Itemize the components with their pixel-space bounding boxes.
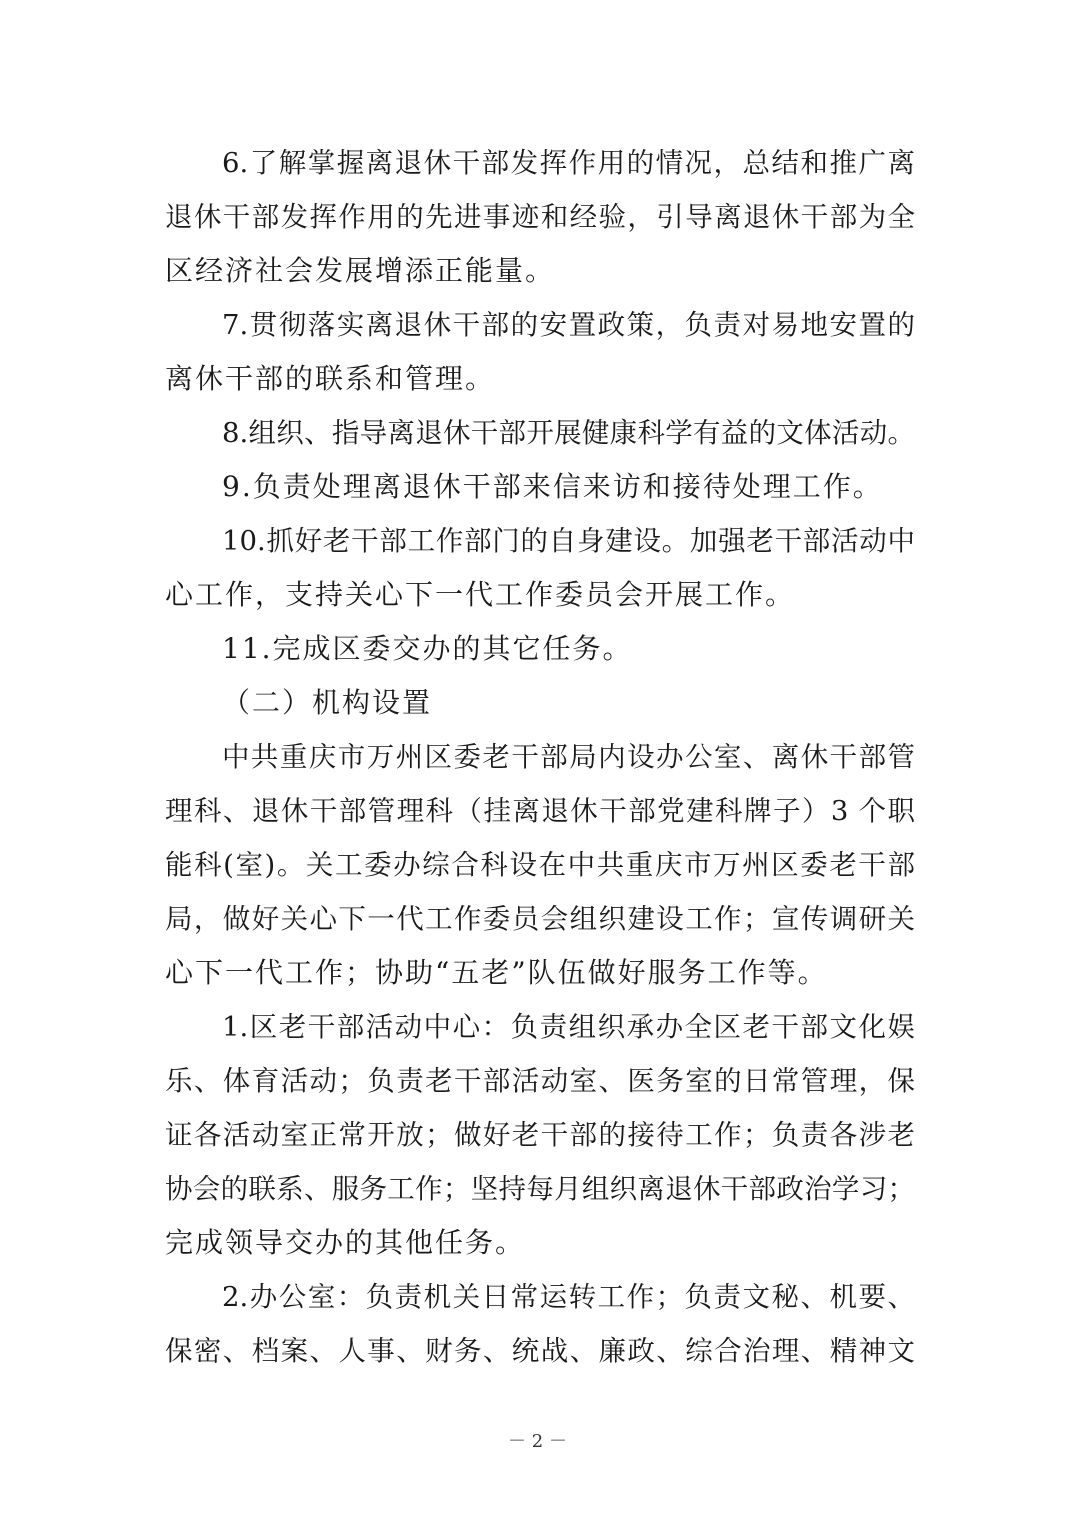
text-line: 退休干部发挥作用的先进事迹和经验，引导离退休干部为全 [165,201,915,233]
text-line: 区经济社会发展增添正能量。 [165,254,556,287]
text-line: 局，做好关心下一代工作委员会组织建设工作；宣传调研关 [165,903,915,935]
text-line: 完成领导交办的其他任务。 [165,1226,526,1259]
text-line: 保密、档案、人事、财务、统战、廉政、综合治理、精神文 [165,1335,915,1367]
text-line: 8.组织、指导离退休干部开展健康科学有益的文体活动。 [222,417,915,449]
text-line: 心下一代工作；协助“五老”队伍做好服务工作等。 [165,956,828,989]
page-number: － 2 － [508,1431,567,1452]
text-line: 能科(室)。关工委办综合科设在中共重庆市万州区委老干部 [165,849,915,881]
section-heading: （二）机构设置 [222,686,433,719]
text-line: 离休干部的联系和管理。 [165,362,496,395]
text-line: 证各活动室正常开放；做好老干部的接待工作；负责各涉老 [165,1119,915,1151]
text-line: 乐、体育活动；负责老干部活动室、医务室的日常管理，保 [165,1065,915,1097]
text-line: 10.抓好老干部工作部门的自身建设。加强老干部活动中 [222,525,915,557]
text-line: 中共重庆市万州区委老干部局内设办公室、离休干部管 [222,741,915,773]
text-line: 6.了解掌握离退休干部发挥作用的情况，总结和推广离 [222,147,915,179]
text-line: 2.办公室：负责机关日常运转工作；负责文秘、机要、 [222,1281,915,1313]
text-line: 7.贯彻落实离退休干部的安置政策，负责对易地安置的 [222,309,915,341]
text-line: 理科、退休干部管理科（挂离退休干部党建科牌子）3 个职 [165,795,915,827]
text-line: 9.负责处理离退休干部来信来访和接待处理工作。 [222,470,883,503]
text-line: 协会的联系、服务工作；坚持每月组织离退休干部政治学习； [165,1173,915,1205]
text-line: 1.区老干部活动中心：负责组织承办全区老干部文化娱 [222,1011,915,1043]
text-line: 11.完成区委交办的其它任务。 [222,632,633,665]
text-line: 心工作，支持关心下一代工作委员会开展工作。 [165,578,796,611]
